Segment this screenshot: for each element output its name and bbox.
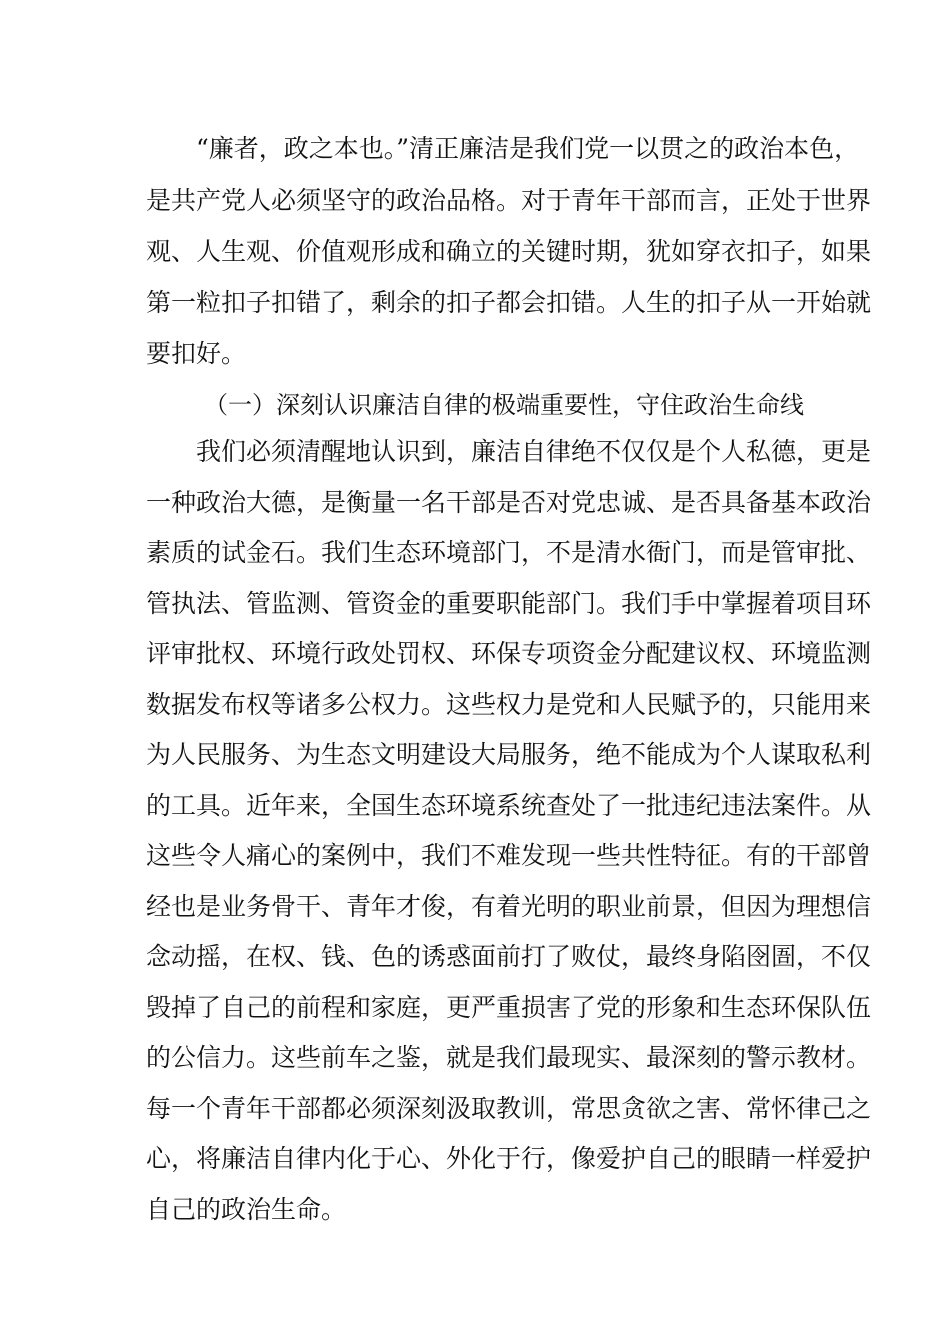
paragraph-line: 为人民服务、为生态文明建设大局服务，绝不能成为个人谋取私利 — [146, 740, 872, 769]
paragraph-line: 一种政治大德，是衡量一名干部是否对党忠诚、是否具备基本政治 — [146, 488, 872, 517]
paragraph-line: 管执法、管监测、管资金的重要职能部门。我们手中掌握着项目环 — [146, 589, 872, 618]
paragraph-line: 要扣好。 — [146, 339, 247, 368]
paragraph-line: “廉者，政之本也。”清正廉洁是我们党一以贯之的政治本色， — [196, 134, 860, 163]
paragraph-line: 毁掉了自己的前程和家庭，更严重损害了党的形象和生态环保队伍 — [146, 993, 872, 1022]
paragraph-line: 是共产党人必须坚守的政治品格。对于青年干部而言，正处于世界 — [146, 186, 872, 215]
paragraph-line: 经也是业务骨干、青年才俊，有着光明的职业前景，但因为理想信 — [146, 892, 872, 921]
paragraph-line: 这些令人痛心的案例中，我们不难发现一些共性特征。有的干部曾 — [146, 841, 872, 870]
paragraph-line: 我们必须清醒地认识到，廉洁自律绝不仅仅是个人私德，更是 — [196, 437, 872, 466]
section-heading: （一）深刻认识廉洁自律的极端重要性，守住政治生命线 — [204, 391, 804, 419]
paragraph-line: 评审批权、环境行政处罚权、环保专项资金分配建议权、环境监测 — [146, 639, 872, 668]
paragraph-line: 念动摇，在权、钱、色的诱惑面前打了败仗，最终身陷囹圄，不仅 — [146, 942, 872, 971]
paragraph-line: 第一粒扣子扣错了，剩余的扣子都会扣错。人生的扣子从一开始就 — [146, 288, 872, 317]
paragraph-line: 素质的试金石。我们生态环境部门，不是清水衙门，而是管审批、 — [146, 538, 872, 567]
paragraph-line: 数据发布权等诸多公权力。这些权力是党和人民赋予的，只能用来 — [146, 690, 872, 719]
paragraph-line: 心，将廉洁自律内化于心、外化于行，像爱护自己的眼睛一样爱护 — [146, 1144, 872, 1173]
paragraph-line: 的公信力。这些前车之鉴，就是我们最现实、最深刻的警示教材。 — [146, 1043, 872, 1072]
paragraph-line: 观、人生观、价值观形成和确立的关键时期，犹如穿衣扣子，如果 — [146, 237, 872, 266]
paragraph-line: 自己的政治生命。 — [146, 1195, 347, 1224]
paragraph-line: 的工具。近年来，全国生态环境系统查处了一批违纪违法案件。从 — [146, 791, 872, 820]
paragraph-line: 每一个青年干部都必须深刻汲取教训，常思贪欲之害、常怀律己之 — [146, 1094, 872, 1123]
